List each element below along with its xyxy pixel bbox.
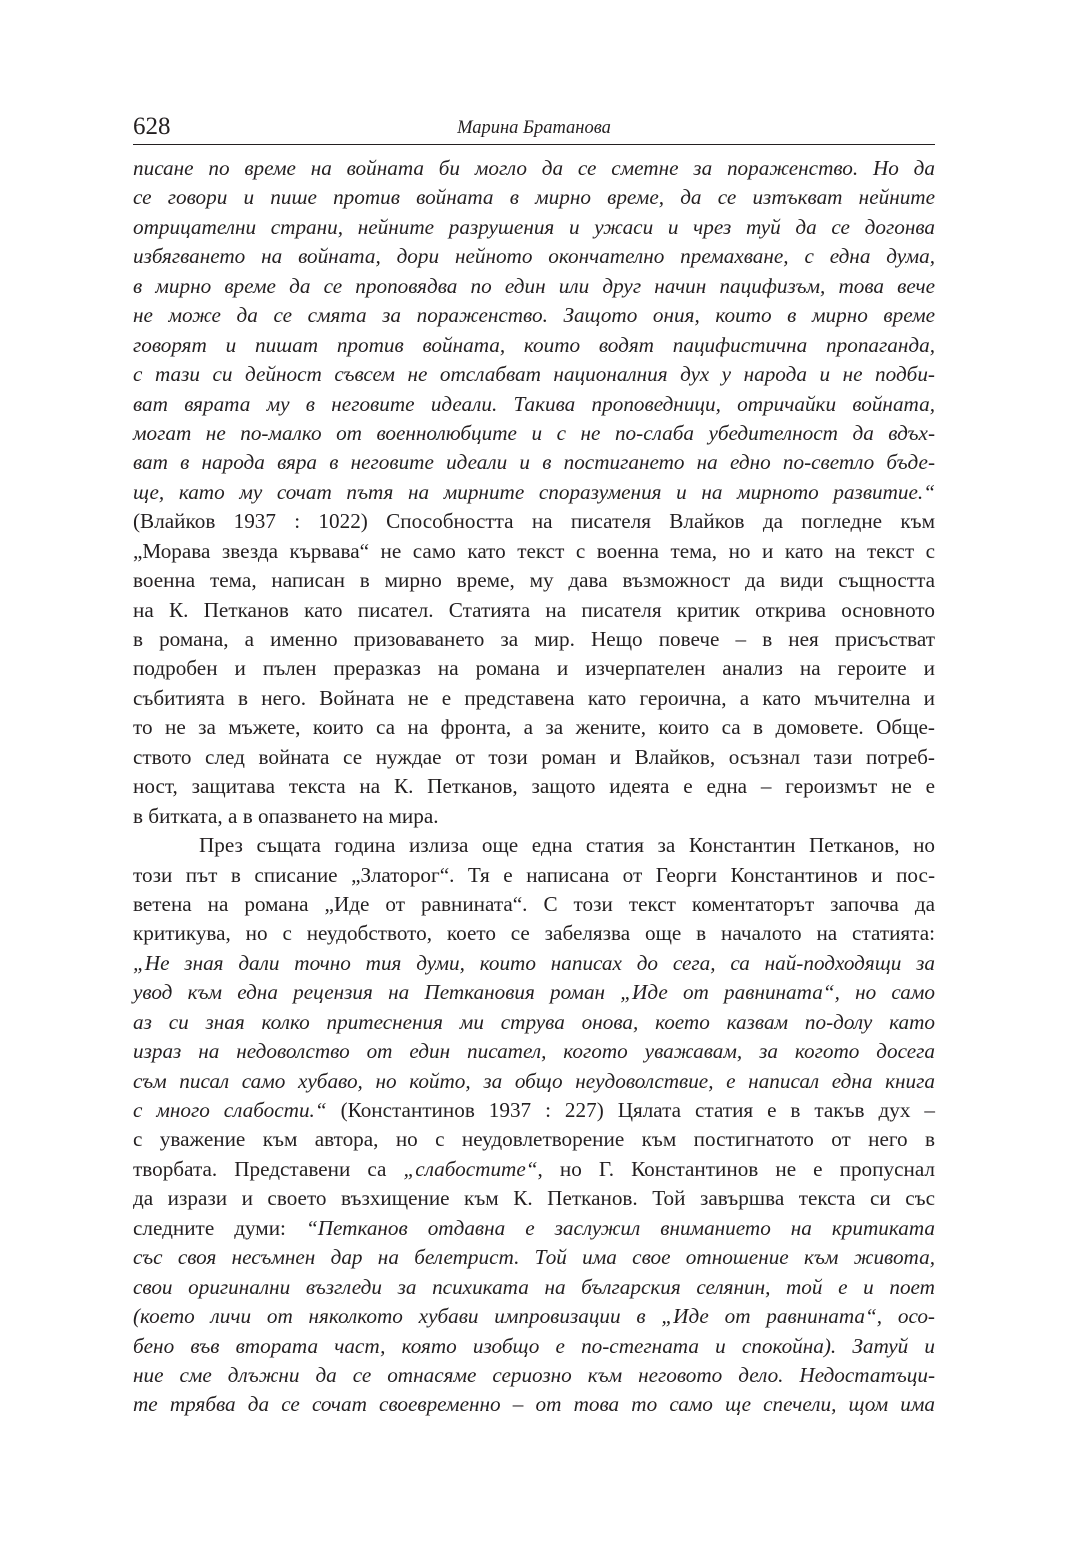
- italic-quote-segment: могат не по-малко от военнолюбците и с не по-слаба убедителност да вдъх-: [133, 420, 935, 445]
- italic-quote-segment: писане по време на войната би могло да се сметне за пораженство. Но да: [133, 156, 935, 180]
- text-line: [133, 390, 935, 419]
- italic-quote-segment: с тази си дейност съвсем не отслабват националния дух у народа и не подби-: [133, 362, 935, 387]
- italic-quote-segment: в мирно време да се проповядва по един или друг начин пацифизъм, това вече: [133, 273, 935, 298]
- text-line: [133, 861, 935, 890]
- text-line: [133, 831, 935, 860]
- italic-quote-segment: ние сме длъжни да се отнасяме сериозно към неговото дело. Недостатъци-: [133, 1362, 935, 1387]
- text-line: [133, 625, 935, 654]
- text-line: [133, 1332, 935, 1361]
- text-line: [133, 566, 935, 595]
- text-segment: ност, защитава текста на К. Петканов, защото идеята е една – героизмът не е: [133, 774, 935, 799]
- text-line: [133, 360, 935, 389]
- text-segment: в битката, а в опазването на мира.: [133, 803, 439, 828]
- italic-quote-segment: „Не зная дали точно тия думи, които написах до сега, са най-подходящи за: [133, 950, 935, 975]
- text-segment: събитията в него. Войната не е представена като героична, а като мъчителна и: [133, 685, 935, 710]
- text-segment: ството след войната се нуждае от този роман и Влайков, осъзнал тази потреб-: [133, 744, 935, 769]
- text-line: [133, 301, 935, 330]
- text-line: [133, 596, 935, 625]
- text-segment: ветена на романа „Иде от равнината“. С този текст коментаторът започва да: [133, 891, 935, 916]
- text-line: [133, 654, 935, 683]
- text-line: [133, 1184, 935, 1213]
- text-line: [133, 183, 935, 212]
- text-line: [133, 890, 935, 919]
- text-line: [133, 1214, 935, 1243]
- italic-quote-segment: „слабостите“: [403, 1156, 538, 1181]
- italic-quote-segment: ще, като му сочат пътя на мирните споразумения и на мирното развитие.“: [133, 479, 935, 504]
- text-line: [133, 919, 935, 948]
- text-line: [133, 537, 935, 566]
- italic-quote-segment: избягването на войната, дори нейното окончателно премахване, с една дума,: [133, 244, 935, 269]
- text-line: [133, 772, 935, 801]
- text-line: [133, 802, 935, 831]
- italic-quote-segment: свои оригинални възгледи за психиката на българския селянин, той е и поет: [133, 1274, 935, 1299]
- italic-quote-segment: със своя несъмнен дар на белетрист. Той има свое отношение към живота,: [133, 1245, 935, 1270]
- italic-quote-segment: увод към една рецензия на Петкановия роман „Иде от равнината“, но само: [133, 980, 935, 1005]
- text-line: [133, 1243, 935, 1272]
- text-line: [133, 213, 935, 242]
- italic-quote-segment: отрицателни страни, нейните разрушения и ужаси и чрез туй да се догонва: [133, 214, 935, 239]
- text-line: [133, 1361, 935, 1390]
- text-segment: с уважение към автора, но с неудовлетворение към постигнатото от него в: [133, 1127, 935, 1152]
- italic-quote-segment: аз си зная колко притеснения ми струва онова, което казвам по-долу като: [133, 1009, 935, 1034]
- text-line: [133, 1302, 935, 1331]
- text-line: [133, 448, 935, 477]
- text-line: [133, 743, 935, 772]
- text-line: [133, 949, 935, 978]
- page-number: 628: [133, 113, 171, 140]
- text-line: [133, 684, 935, 713]
- text-line: [133, 1273, 935, 1302]
- italic-quote-segment: съм писал само хубаво, но който, за общо неудоволствие, е написал една книга: [133, 1068, 935, 1093]
- text-line: [133, 419, 935, 448]
- text-segment: на К. Петканов като писател. Статията на писателя критик открива основното: [133, 597, 935, 622]
- italic-quote-segment: (което личи от няколкото хубави импровизации в „Иде от равнината“, осо-: [133, 1304, 935, 1329]
- text-line: [133, 242, 935, 271]
- text-line: [133, 1008, 935, 1037]
- text-line: [133, 331, 935, 360]
- text-segment: критикува, но с неудобството, което се забелязва още в началото на статията:: [133, 921, 935, 946]
- italic-quote-segment: с много слабости.“: [133, 1098, 341, 1122]
- text-segment: този път в списание „Златорог“. Тя е написана от Георги Константинов и пос-: [133, 862, 935, 887]
- text-segment: (Константинов 1937 : 227) Цялата статия е в такъв дух –: [340, 1098, 935, 1122]
- text-segment: (Влайков 1937 : 1022) Способността на писателя Влайков да погледне към: [133, 509, 935, 534]
- text-line: [133, 978, 935, 1007]
- italic-quote-segment: говорят и пишат против войната, които водят пацифистична пропаганда,: [133, 332, 935, 357]
- italic-quote-segment: “Петканов отдавна е заслужил вниманието на критиката: [305, 1215, 935, 1240]
- italic-quote-segment: се говори и пише против войната в мирно време, да се изтъкват нейните: [133, 185, 935, 210]
- text-line: [133, 1037, 935, 1066]
- text-line: [133, 272, 935, 301]
- text-segment: то не за мъжете, които са на фронта, а за жените, които са в домовете. Обще-: [133, 715, 935, 740]
- text-line: [133, 478, 935, 507]
- body-text: [133, 154, 935, 1420]
- text-segment: През същата година излиза още една статия за Константин Петканов, но: [199, 833, 935, 858]
- text-line: [133, 1155, 935, 1184]
- text-line: [133, 713, 935, 742]
- italic-quote-segment: не може да се смята за пораженство. Защото ония, които в мирно време: [133, 303, 935, 328]
- text-line: [133, 1096, 935, 1125]
- italic-quote-segment: израз на недоволство от един писател, когото уважавам, за когото досега: [133, 1039, 935, 1064]
- text-segment: следните думи:: [133, 1215, 306, 1240]
- text-segment: да изрази и своето възхищение към К. Петканов. Той завършва текста си със: [133, 1186, 935, 1211]
- text-segment: подробен и пълен преразказ на романа и изчерпателен анализ на героите и: [133, 656, 935, 681]
- text-line: [133, 1390, 935, 1419]
- italic-quote-segment: те трябва да се сочат своевременно – от това то само ще спечели, щом има: [133, 1392, 935, 1417]
- italic-quote-segment: ват вярата му в неговите идеали. Такива проповедници, отричайки войната,: [133, 391, 935, 416]
- text-segment: , но Г. Константинов не е пропуснал: [537, 1156, 935, 1181]
- text-segment: военна тема, написан в мирно време, му дава възможност да види същността: [133, 568, 935, 593]
- text-line: [133, 154, 935, 183]
- text-segment: творбата. Представени са: [133, 1156, 404, 1181]
- text-line: [133, 507, 935, 536]
- text-segment: в романа, а именно призоваването за мир. Нещо повече – в нея присъстват: [133, 627, 935, 651]
- text-segment: „Морава звезда кървава“ не само като текст с военна тема, но и като на текст с: [133, 538, 935, 563]
- italic-quote-segment: ват в народа вяра в неговите идеали и в постигането на едно по-светло бъде-: [133, 450, 935, 475]
- page-header: [133, 112, 935, 145]
- italic-quote-segment: бено във втората част, която изобщо е по-стегната и спокойна). Затуй и: [133, 1333, 935, 1358]
- text-line: [133, 1125, 935, 1154]
- running-head-author: Марина Братанова: [457, 118, 611, 138]
- text-line: [133, 1067, 935, 1096]
